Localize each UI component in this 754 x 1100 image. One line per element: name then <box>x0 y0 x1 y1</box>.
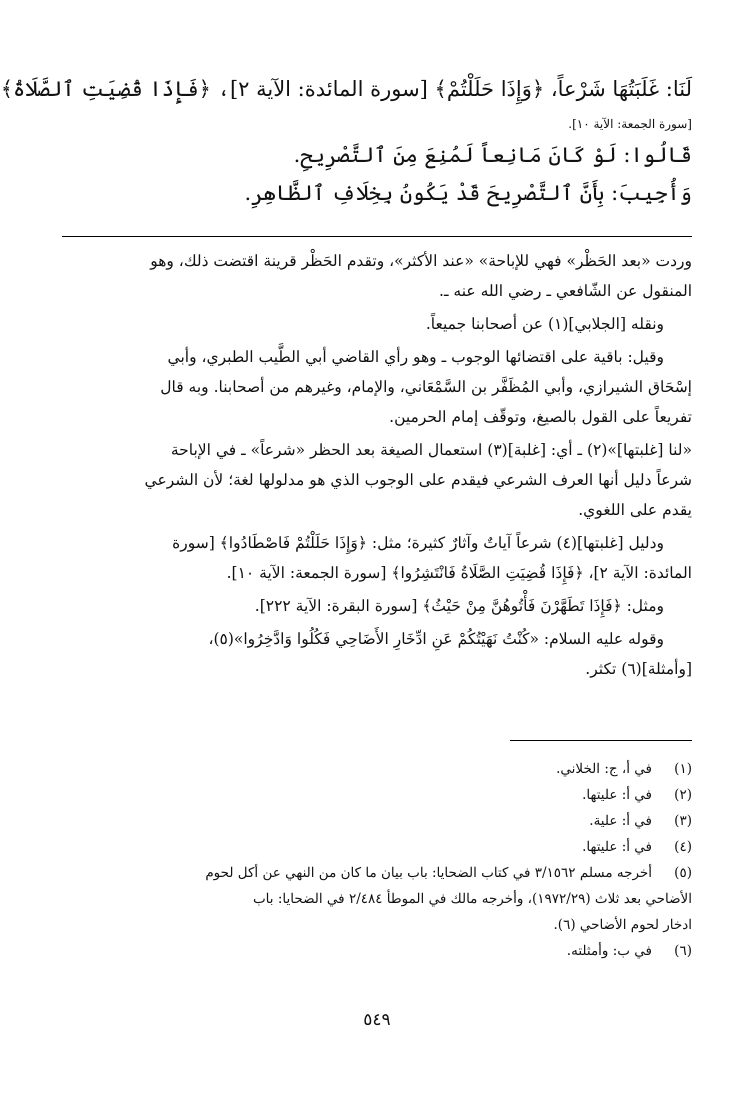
footnote <box>62 834 692 860</box>
footnote-continuation: ادخار لحوم الأضاحي (٦). <box>553 917 692 933</box>
commentary-line: وقيل: باقية على اقتضائها الوجوب ـ وهو رأي القاضي أبي الطَّيب الطبري، وأبي <box>167 348 664 366</box>
commentary <box>62 246 692 687</box>
commentary-line: ونقله [الجلابي](١) عن أصحابنا جميعاً. <box>425 315 664 333</box>
commentary-line: وقوله عليه السلام: «كُنْتُ نَهَيْتُكُمْ عَنِ ادِّخَارِ الأَضَاحِي فَكُلُوا وَادَّخِرُوا»(٥)، <box>208 630 664 648</box>
footnote-text: في أ: علية. <box>589 813 652 829</box>
footnote-number: (٤) <box>674 839 692 855</box>
footnotes <box>62 756 692 964</box>
commentary-line: «لنا [غلبتها]»(٢) ـ أي: [غلبة](٣) استعمال الصيغة بعد الحظر «شرعاً» ـ في الإباحة <box>170 441 692 459</box>
footnote <box>62 938 692 964</box>
commentary-line: إسْحَاق الشيرازي، وأبي المُظَفَّر بن السَّمْعَاني، والإمام، وغيرهم من أصحابنا. وبه قال <box>160 378 692 396</box>
section-divider <box>62 236 692 237</box>
footnote-number: (٣) <box>674 813 692 829</box>
footnote-number: (١) <box>674 761 692 777</box>
main-text-citation: [سورة الجمعة: الآية ١٠]. <box>568 117 692 131</box>
commentary-line: تفريعاً على القول بالصيغ، وتوقّف إمام الحرمين. <box>389 408 692 426</box>
commentary-line: [وأمثلة](٦) تكثر. <box>585 660 692 678</box>
commentary-line: شرعاً دليل أنها العرف الشرعي فيقدم على الوجوب الذي هو مدلولها لغة؛ لأن الشرعي <box>144 471 692 489</box>
main-text-line: قَالُوا: لَوْ كَانَ مَانِعاً لَمُنِعَ مِنَ ٱلتَّصْرِيحِ. <box>293 143 692 167</box>
commentary-line: يقدم على اللغوي. <box>578 501 692 519</box>
footnote-number: (٢) <box>674 787 692 803</box>
commentary-line: ومثل: ﴿فَإِذَا تَطَهَّرْنَ فَأْتُوهُنَّ مِنْ حَيْثُ﴾ [سورة البقرة: الآية ٢٢٢]. <box>254 597 664 615</box>
footnote-text: في أ، ج: الخلاني. <box>556 761 652 777</box>
commentary-paragraph <box>62 624 692 684</box>
commentary-line: وردت «بعد الحَظْر» فهي للإباحة» «عند الأكثر»، وتقدم الحَظْر قرينة اقتضت ذلك، وهو <box>150 252 692 270</box>
main-text-line: وَأُجِيبَ: بِأَنَّ ٱلتَّصْرِيحَ قَدْ يَكُونُ بِخِلَافِ ٱلظَّاهِرِ. <box>244 181 692 205</box>
commentary-paragraph <box>62 435 692 525</box>
commentary-paragraph <box>62 309 692 339</box>
commentary-line: المنقول عن الشّافعي ـ رضي الله عنه ـ. <box>439 282 692 300</box>
commentary-paragraph <box>62 591 692 621</box>
footnote-text: في ب: وأمثلته. <box>566 943 652 959</box>
footnote <box>62 808 692 834</box>
footnote-divider <box>510 740 692 741</box>
footnote <box>62 860 692 886</box>
commentary-line: ودليل [غلبتها](٤) شرعاً آياتٌ وآثارٌ كثيرة؛ مثل: ﴿وَإِذَا حَلَلْتُمْ فَاصْطَادُوا﴾ [سورة <box>172 534 664 552</box>
commentary-paragraph <box>62 246 692 306</box>
main-text-line: لَنَا: غَلَبَتُهَا شَرْعاً، ﴿وَإِذَا حَلَلْتُمْ﴾ [سورة المائدة: الآية ٢]، ﴿فَإِذَا قُضِيَتِ ٱلصَّلَاةُ﴾ <box>0 77 692 101</box>
footnote <box>62 782 692 808</box>
commentary-paragraph <box>62 342 692 432</box>
commentary-line: المائدة: الآية ٢]، ﴿فَإِذَا قُضِيَتِ الصَّلَاةُ فَانْتَشِرُوا﴾ [سورة الجمعة: الآية ١٠]. <box>226 564 692 582</box>
main-text <box>0 70 692 212</box>
footnote-text: أخرجه مسلم ٣/١٥٦٢ في كتاب الضحايا: باب بيان ما كان من النهي عن أكل لحوم <box>205 865 652 881</box>
footnote-number: (٥) <box>674 865 692 881</box>
footnote-number: (٦) <box>674 943 692 959</box>
commentary-paragraph <box>62 528 692 588</box>
footnote-continuation: الأضاحي بعد ثلاث (١٩٧٢/٢٩)، وأخرجه مالك في الموطأ ٢/٤٨٤ في الضحايا: باب <box>252 891 692 907</box>
footnote-text: في أ: عليتها. <box>582 787 652 803</box>
page-number: ٥٤٩ <box>363 1010 391 1030</box>
footnote <box>62 756 692 782</box>
footnote-text: في أ: عليتها. <box>582 839 652 855</box>
